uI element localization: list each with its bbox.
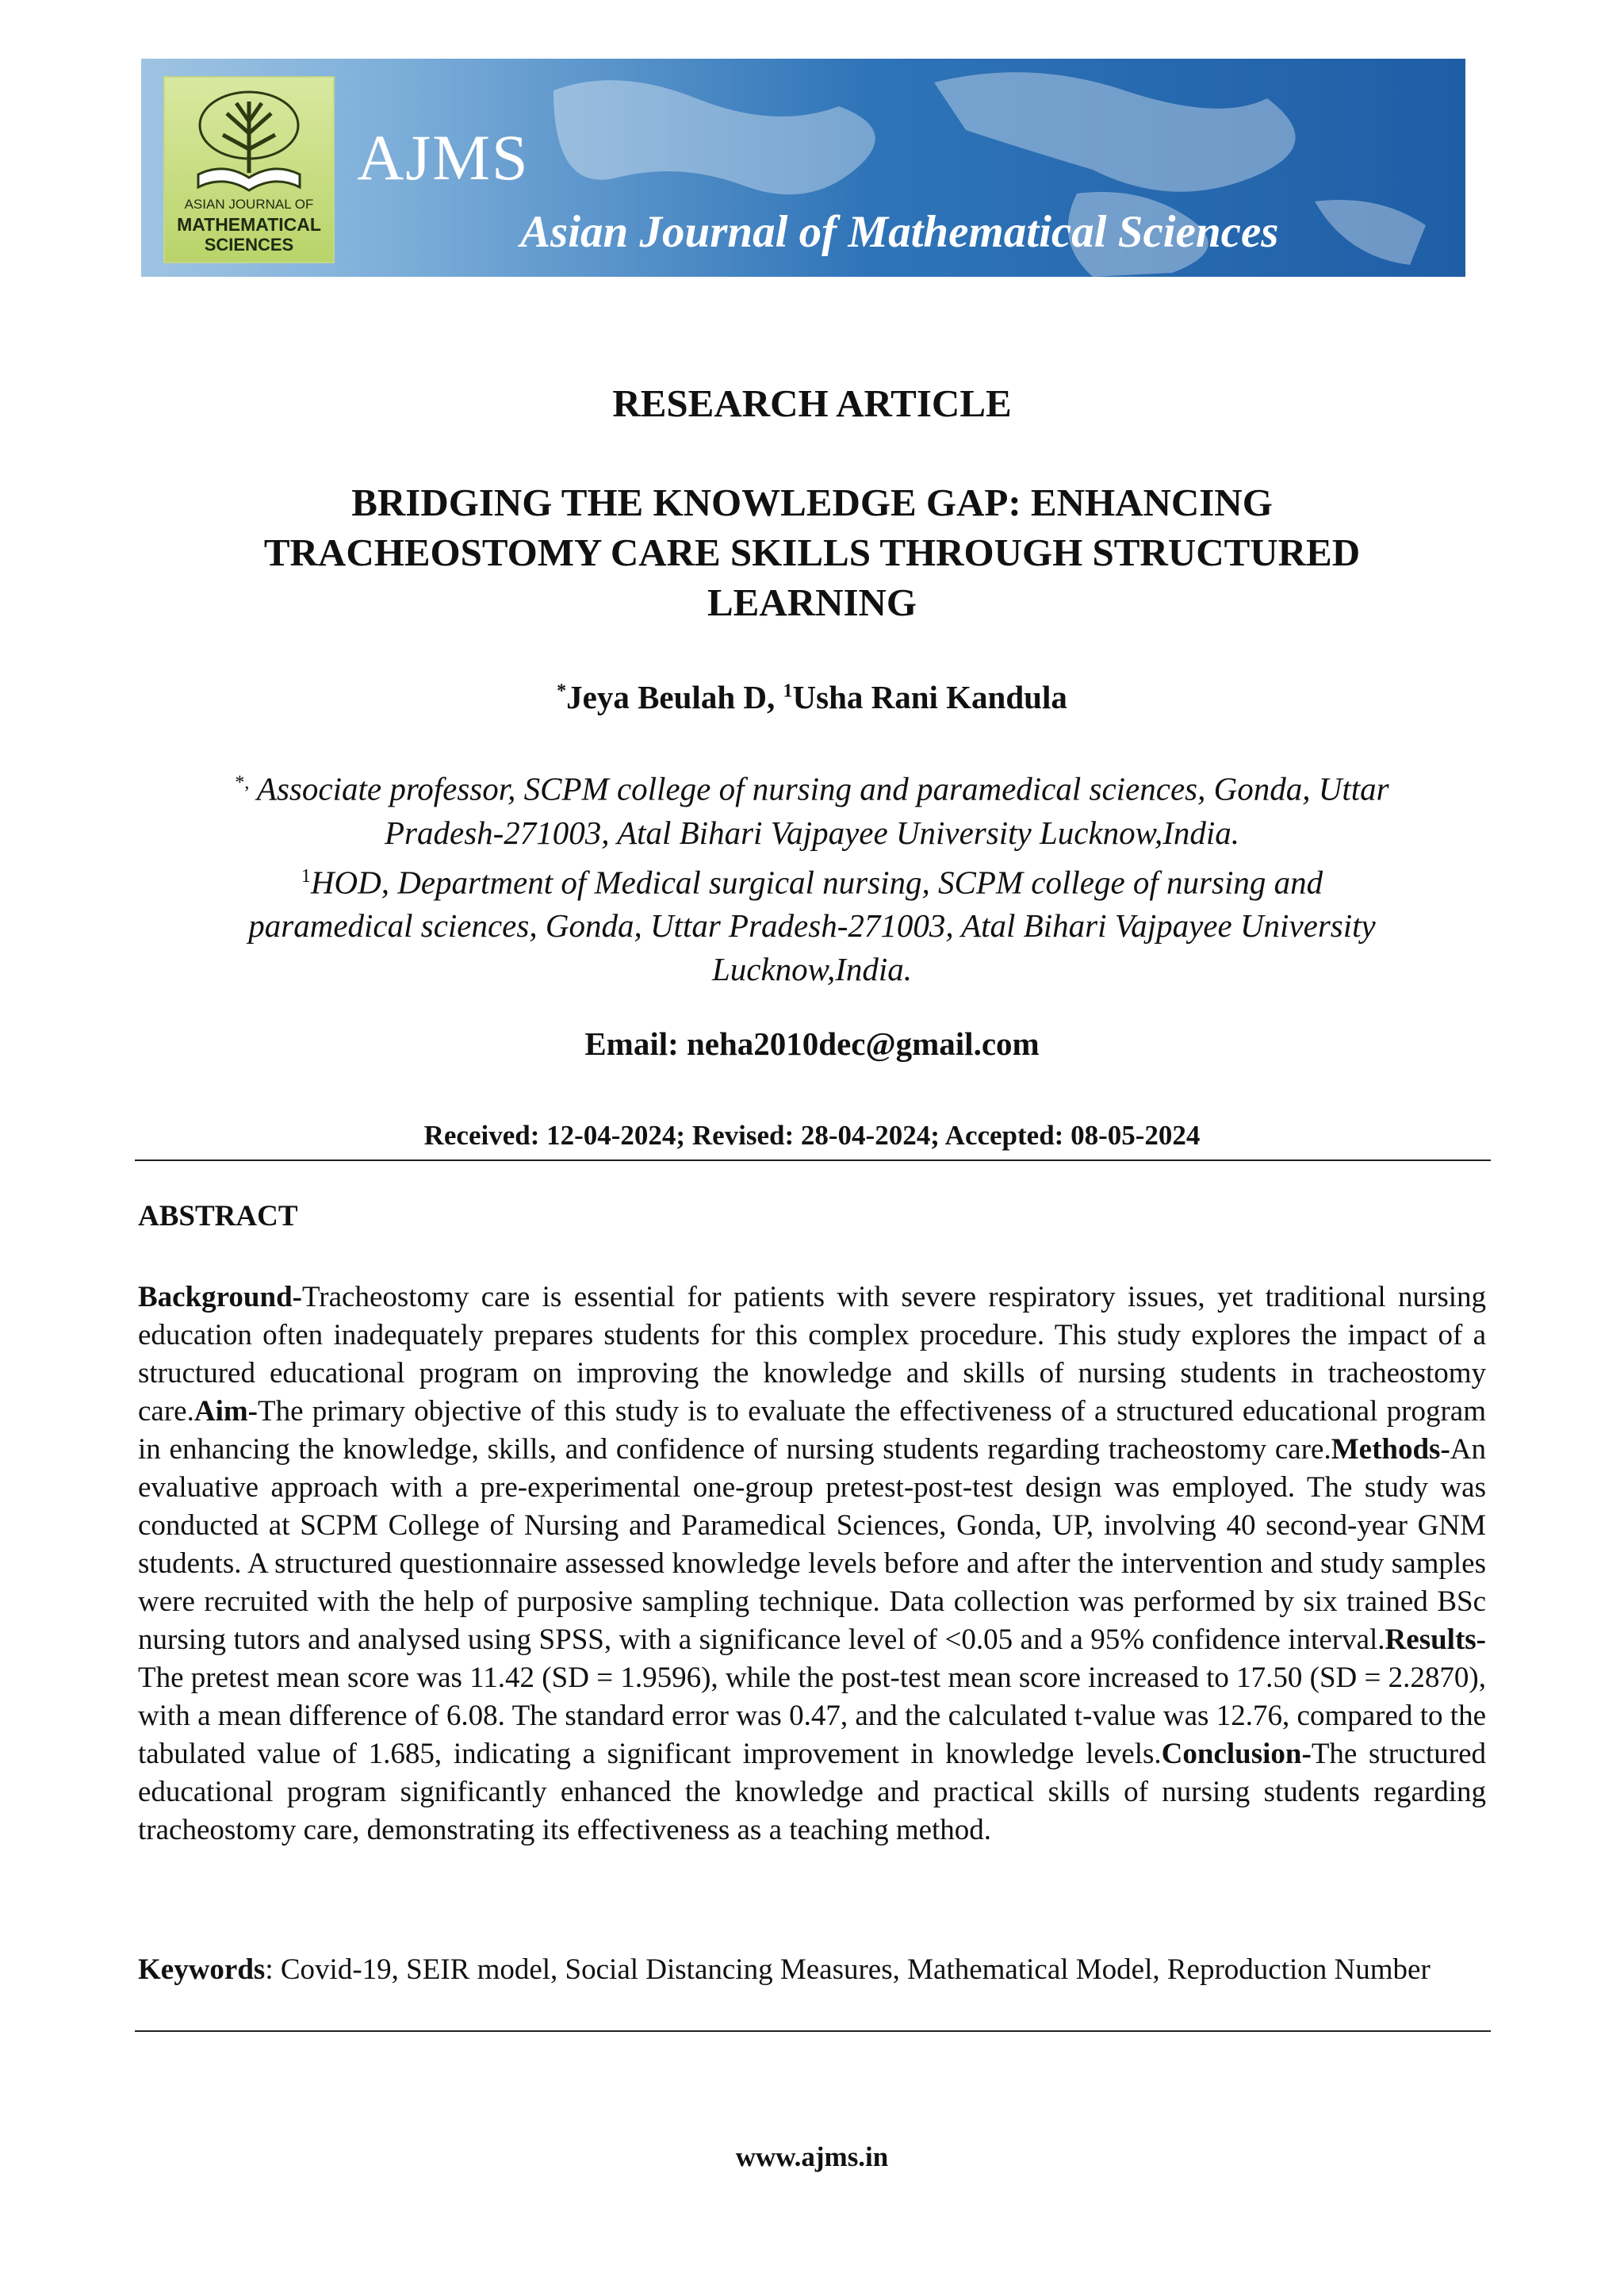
affiliation-2-line-3: Lucknow,India. bbox=[711, 951, 913, 988]
methods-text: An evaluative approach with a pre-experimental one-group pretest-post-test design was employed. The study was conducted at SCPM College of Nursing and Paramedical Sciences, Gonda, UP, involving 40 second-year GNM students. A structured questionnaire assessed knowledge levels before and after the intervention and study samples were recruited with the help of purposive sampling technique. Data collection was performed by six trained BSc nursing tutors and analysed using SPSS, with a significance level of <0.05 and a 95% confidence interval. bbox=[138, 1433, 1486, 1656]
article-dates: Received: 12-04-2024; Revised: 28-04-2024; Accepted: 08-05-2024 bbox=[423, 1120, 1201, 1151]
results-text: The pretest mean score was 11.42 (SD = 1.9596), while the post-test mean score increased to 17.50 (SD = 2.2870), with a mean difference of 6.08. The standard error was 0.47, and the calculated t-value was 12.76, compared to the tabulated value of 1.685, indicating a significant improvement in knowledge levels. bbox=[138, 1662, 1486, 1770]
keywords-text: : Covid-19, SEIR model, Social Distancing Measures, Mathematical Model, Reproduction Number bbox=[265, 1953, 1431, 1986]
affiliation-2-line-1: $^1$HOD, Department of Medical surgical nursing, SCPM college of nursing and bbox=[301, 864, 1323, 901]
abstract-body bbox=[138, 1278, 1486, 1849]
affiliation-1-line-1: *, Associate professor, SCPM college of nursing and paramedical sciences, Gonda, Uttar bbox=[235, 770, 1389, 807]
author2-mark: 1 bbox=[783, 680, 793, 702]
journal-banner bbox=[141, 59, 1465, 277]
abstract-heading: ABSTRACT bbox=[138, 1200, 298, 1232]
keywords-label: Keywords bbox=[138, 1953, 266, 1986]
journal-logo bbox=[163, 76, 335, 263]
top-divider bbox=[135, 1159, 1491, 1161]
affiliations bbox=[119, 761, 1505, 991]
results-label: Results- bbox=[1385, 1623, 1486, 1656]
methods-label: Methods- bbox=[1331, 1433, 1450, 1466]
background-text: Tracheostomy care is essential for patients with severe respiratory issues, yet traditional nursing education often inadequately prepares students for this complex procedure. This study explores the impact of a structured educational program on improving the knowledge and skills of nursing students in tracheostomy care. bbox=[138, 1281, 1486, 1428]
article-type: RESEARCH ARTICLE bbox=[612, 381, 1012, 425]
logo-text-line2: MATHEMATICAL bbox=[177, 214, 321, 235]
author1-mark: * bbox=[557, 680, 567, 702]
bottom-divider bbox=[135, 2030, 1491, 2032]
affil1-mark: *, bbox=[235, 772, 250, 793]
title-line-3: LEARNING bbox=[707, 581, 917, 624]
conclusion-text: The structured educational program significantly enhanced the knowledge and practical skills of nursing students regarding tracheostomy care, demonstrating its effectiveness as a teaching method. bbox=[138, 1738, 1486, 1846]
title-line-1: BRIDGING THE KNOWLEDGE GAP: ENHANCING bbox=[351, 481, 1273, 524]
aim-text: The primary objective of this study is to evaluate the effectiveness of a structured educational program in enhancing the knowledge, skills, and confidence of nursing students regarding tracheostomy care. bbox=[138, 1395, 1486, 1466]
tree-book-icon bbox=[187, 86, 311, 197]
logo-text-line3: SCIENCES bbox=[204, 235, 294, 255]
author-list bbox=[119, 678, 1505, 716]
affiliation-2-line-2: paramedical sciences, Gonda, Uttar Pradesh-271003, Atal Bihari Vajpayee University bbox=[248, 907, 1376, 945]
title-line-2: TRACHEOSTOMY CARE SKILLS THROUGH STRUCTURED bbox=[263, 531, 1361, 574]
corresponding-email: Email: neha2010dec@gmail.com bbox=[584, 1025, 1040, 1062]
aim-label: Aim- bbox=[193, 1395, 258, 1428]
journal-name: Asian Journal of Mathematical Sciences bbox=[520, 207, 1279, 257]
footer-url: www.ajms.in bbox=[735, 2141, 889, 2172]
author-1: Jeya Beulah D, bbox=[566, 679, 783, 715]
journal-acronym: AJMS bbox=[357, 121, 530, 194]
article-title bbox=[119, 477, 1505, 627]
logo-text-line1: ASIAN JOURNAL OF bbox=[184, 197, 314, 212]
author-2: Usha Rani Kandula bbox=[792, 679, 1067, 715]
keywords bbox=[138, 1951, 1486, 1989]
background-label: Background- bbox=[138, 1281, 302, 1313]
conclusion-label: Conclusion- bbox=[1161, 1738, 1312, 1770]
affiliation-1-line-2: Pradesh-271003, Atal Bihari Vajpayee University Lucknow,India. bbox=[385, 814, 1239, 851]
affil2-mark: 1 bbox=[301, 865, 311, 887]
